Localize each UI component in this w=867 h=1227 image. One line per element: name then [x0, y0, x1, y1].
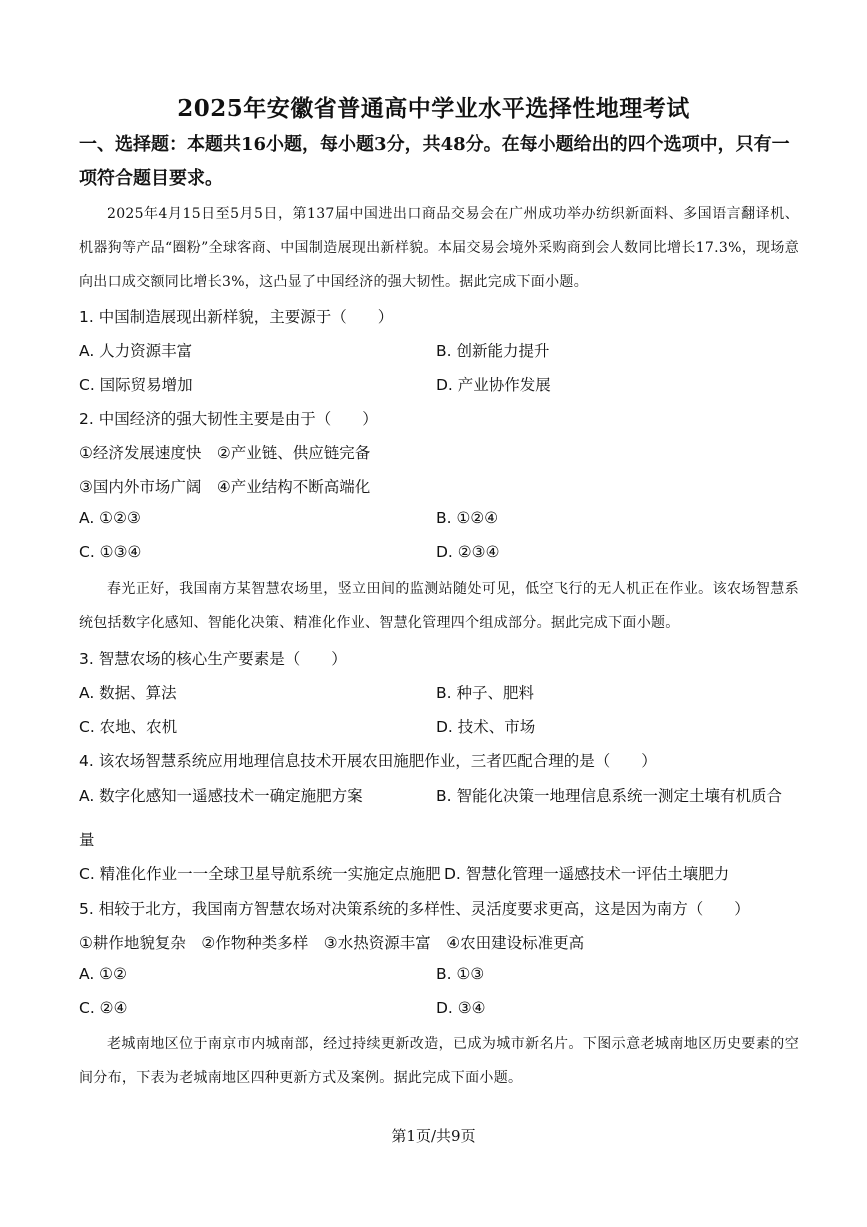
passage-old-city-south: 老城南地区位于南京市内城南部，经过持续更新改造，已成为城市新名片。下图示意老城南地区历史要素的空间分布，下表为老城南地区四种更新方式及案例。据此完成下面小题。 [79, 1036, 799, 1086]
question-1-option-a: A. 人力资源丰富 [79, 342, 193, 360]
passage-smart-farm: 春光正好，我国南方某智慧农场里，竖立田间的监测站随处可见，低空飞行的无人机正在作业。该农场智慧系统包括数字化感知、智能化决策、精准化作业、智慧化管理四个组成部分。据此完成下面小题。 [79, 581, 799, 631]
passage-canton-fair: 2025年4月15日至5月5日，第137届中国进出口商品交易会在广州成功举办纺织新面料、多国语言翻译机、机器狗等产品“圈粉”全球客商、中国制造展现出新样貌。本届交易会境外采购商到会人数同比增长17.3%，现场意向出口成交额同比增长3%，这凸显了中国经济的强大韧性。据此完成下面小题。 [79, 206, 799, 290]
question-5-stem: 5. 相较于北方，我国南方智慧农场对决策系统的多样性、灵活度要求更高，这是因为南方（ ） [79, 900, 750, 918]
question-5-statements: ①耕作地貌复杂 ②作物种类多样 ③水热资源丰富 ④农田建设标准更高 [79, 934, 585, 952]
question-4-option-d: D. 智慧化管理一遥感技术一评估土壤肥力 [444, 865, 730, 883]
question-3-stem: 3. 智慧农场的核心生产要素是（ ） [79, 650, 347, 668]
question-1-option-d: D. 产业协作发展 [436, 376, 551, 394]
question-5-option-b: B. ①③ [436, 965, 485, 983]
question-3-option-a: A. 数据、算法 [79, 684, 177, 702]
question-4-option-b: B. 智能化决策一地理信息系统一测定土壤有机质合 [436, 787, 782, 805]
question-3-option-c: C. 农地、农机 [79, 718, 178, 736]
question-2-option-a: A. ①②③ [79, 509, 141, 527]
question-3-option-d: D. 技术、市场 [436, 718, 536, 736]
question-5-option-a: A. ①② [79, 965, 127, 983]
question-5-option-c: C. ②④ [79, 999, 128, 1017]
question-4-stem: 4. 该农场智慧系统应用地理信息技术开展农田施肥作业，三者匹配合理的是（ ） [79, 752, 657, 770]
question-2-option-b: B. ①②④ [436, 509, 499, 527]
question-4-option-c: C. 精准化作业一一全球卫星导航系统一实施定点施肥 [79, 865, 441, 883]
question-3-option-b: B. 种子、肥料 [436, 684, 534, 702]
question-4-option-a: A. 数字化感知一遥感技术一确定施肥方案 [79, 787, 363, 805]
question-1-option-b: B. 创新能力提升 [436, 342, 550, 360]
question-1-stem: 1. 中国制造展现出新样貌，主要源于（ ） [79, 308, 394, 326]
section-header: 一、选择题：本题共16小题，每小题3分，共48分。在每小题给出的四个选项中，只有一项符合题目要求。 [79, 134, 790, 189]
question-4-option-b-continued: 量 [79, 831, 95, 849]
page-number: 第1页/共9页 [391, 1127, 476, 1145]
question-2-option-c: C. ①③④ [79, 543, 142, 561]
question-2-statements-1: ①经济发展速度快 ②产业链、供应链完备 [79, 444, 371, 462]
question-5-option-d: D. ③④ [436, 999, 486, 1017]
question-1-option-c: C. 国际贸易增加 [79, 376, 193, 394]
question-2-stem: 2. 中国经济的强大韧性主要是由于（ ） [79, 410, 378, 428]
question-2-option-d: D. ②③④ [436, 543, 500, 561]
exam-title: 2025年安徽省普通高中学业水平选择性地理考试 [177, 95, 690, 122]
question-2-statements-2: ③国内外市场广阔 ④产业结构不断高端化 [79, 478, 371, 496]
